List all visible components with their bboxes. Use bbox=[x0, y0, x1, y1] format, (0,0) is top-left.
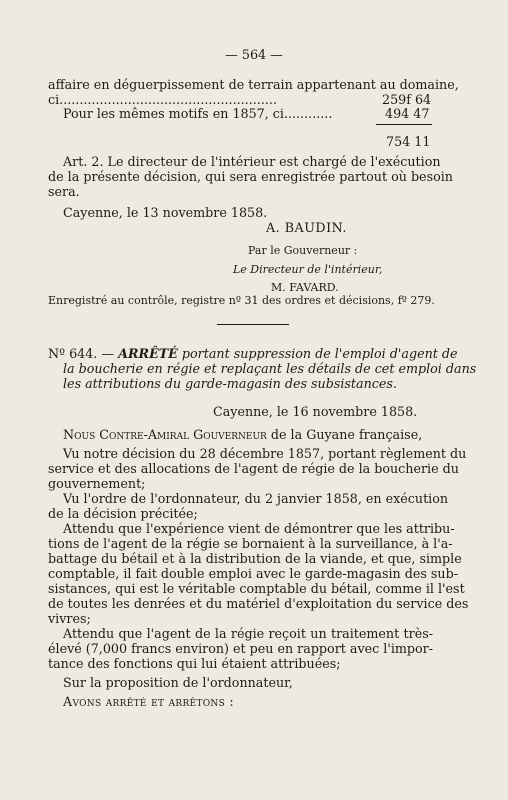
paragraph-line: Pour les mêmes motifs en 1857, ci............ bbox=[63, 106, 333, 121]
amount: 259f 64 bbox=[382, 92, 432, 107]
signature-title: Le Directeur de l'intérieur, bbox=[233, 263, 383, 276]
section-divider bbox=[217, 324, 289, 325]
decree-keyword: ARRÊTÉ bbox=[118, 346, 178, 361]
body-line: tions de l'agent de la régie se bornaient à la surveillance, à l'a- bbox=[48, 536, 453, 551]
body-line: comptable, il fait double emploi avec le garde-magasin des sub- bbox=[48, 566, 458, 581]
preamble-authority: Nous Contre-Amiral Gouverneur bbox=[63, 427, 267, 442]
body-line: vivres; bbox=[48, 611, 91, 626]
decree-number: Nº 644. bbox=[48, 346, 98, 361]
body-line: Sur la proposition de l'ordonnateur, bbox=[63, 675, 293, 690]
decree-title: les attributions du garde-magasin des subsistances. bbox=[63, 376, 397, 391]
body-line: battage du bétail et à la distribution de la viande, et que, simple bbox=[48, 551, 462, 566]
body-line: Vu l'ordre de l'ordonnateur, du 2 janvier 1858, en exécution bbox=[63, 491, 449, 506]
body-line: de toutes les denrées et du matériel d'exploitation du service des bbox=[48, 596, 469, 611]
dot-leader: ci...................................................... bbox=[48, 92, 277, 107]
page-number-header: — 564 — bbox=[225, 47, 283, 62]
article-line: de la présente décision, qui sera enregistrée partout où besoin bbox=[48, 169, 453, 184]
body-line: Attendu que l'expérience vient de démontrer que les attribu- bbox=[63, 521, 455, 536]
decree-title: portant suppression de l'emploi d'agent de bbox=[181, 346, 458, 361]
amount: 494 47 bbox=[385, 106, 430, 121]
decree-formula: Avons arrêté et arrêtons : bbox=[63, 694, 234, 709]
body-line: Vu notre décision du 28 décembre 1857, portant règlement du bbox=[63, 446, 467, 461]
date-line: Cayenne, le 16 novembre 1858. bbox=[213, 404, 418, 419]
registration-note: Enregistré au contrôle, registre nº 31 des ordres et décisions, fº 279. bbox=[48, 294, 435, 307]
decree-heading bbox=[48, 346, 458, 361]
paragraph-line: affaire en déguerpissement de terrain appartenant au domaine, bbox=[48, 77, 459, 92]
decree-title: la boucherie en régie et replaçant les détails de cet emploi dans bbox=[63, 361, 477, 376]
article-line: Art. 2. Le directeur de l'intérieur est chargé de l'exécution bbox=[63, 154, 441, 169]
signature-title: Par le Gouverneur : bbox=[248, 244, 358, 257]
preamble-authority-rest: de la Guyane française, bbox=[270, 427, 423, 442]
preamble-line bbox=[63, 427, 422, 442]
signature: A. BAUDIN. bbox=[266, 220, 347, 235]
total-amount: 754 11 bbox=[386, 134, 431, 149]
body-line: de la décision précitée; bbox=[48, 506, 198, 521]
decree-dash: — bbox=[101, 346, 115, 361]
article-line: sera. bbox=[48, 184, 80, 199]
sum-rule bbox=[376, 124, 432, 125]
body-line: sistances, qui est le véritable comptable du bétail, comme il l'est bbox=[48, 581, 465, 596]
date-line: Cayenne, le 13 novembre 1858. bbox=[63, 205, 268, 220]
body-line: élevé (7,000 francs environ) et peu en rapport avec l'impor- bbox=[48, 641, 434, 656]
body-line: Attendu que l'agent de la régie reçoit un traitement très- bbox=[63, 626, 433, 641]
body-line: service et des allocations de l'agent de régie de la boucherie du bbox=[48, 461, 459, 476]
body-line: tance des fonctions qui lui étaient attribuées; bbox=[48, 656, 341, 671]
body-line: gouvernement; bbox=[48, 476, 146, 491]
signature-name: M. FAVARD. bbox=[271, 281, 339, 294]
